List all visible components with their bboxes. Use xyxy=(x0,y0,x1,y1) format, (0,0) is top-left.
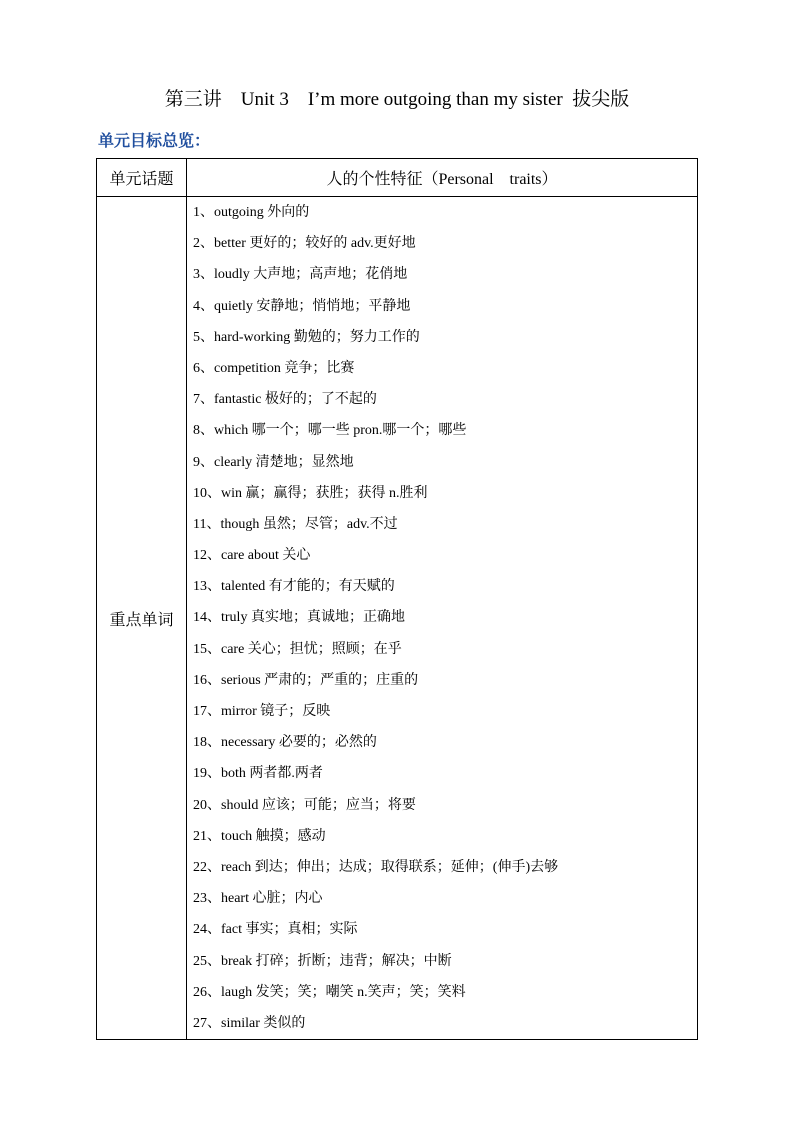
word-item: 3、loudly 大声地；高声地；花俏地 xyxy=(193,267,408,283)
word-item: 19、both 两者都.两者 xyxy=(193,766,323,782)
word-item: 9、clearly 清楚地；显然地 xyxy=(193,454,354,470)
words-row xyxy=(97,197,698,1040)
word-item: 18、necessary 必要的；必然的 xyxy=(193,735,377,751)
word-item: 21、touch 触摸；感动 xyxy=(193,828,326,844)
topic-value-cell: 人的个性特征（Personal traits） xyxy=(187,159,698,197)
word-item: 25、break 打碎；折断；违背；解决；中断 xyxy=(193,953,452,969)
word-item: 15、care 关心；担忧；照顾；在乎 xyxy=(193,641,402,657)
word-item: 13、talented 有才能的；有天赋的 xyxy=(193,579,395,595)
word-item: 6、competition 竞争；比赛 xyxy=(193,360,355,376)
word-item: 27、similar 类似的 xyxy=(193,1015,306,1031)
word-item: 14、truly 真实地；真诚地；正确地 xyxy=(193,610,405,626)
word-item: 17、mirror 镜子；反映 xyxy=(193,704,331,719)
section-heading: 单元目标总览： xyxy=(98,131,211,150)
word-item: 8、which 哪一个；哪一些 pron.哪一个；哪些 xyxy=(193,423,467,439)
word-list xyxy=(187,197,697,1039)
topic-row xyxy=(97,159,698,197)
word-item: 11、though 虽然；尽管；adv.不过 xyxy=(193,516,398,532)
word-item: 5、hard-working 勤勉的；努力工作的 xyxy=(193,329,420,345)
word-item: 7、fantastic 极好的；了不起的 xyxy=(193,392,377,408)
words-cell xyxy=(187,197,698,1040)
word-item: 20、should 应该；可能；应当；将要 xyxy=(193,797,416,813)
topic-label-cell: 单元话题 xyxy=(97,159,187,197)
word-item: 23、heart 心脏；内心 xyxy=(193,891,323,907)
unit-overview-table xyxy=(96,158,698,1040)
word-item: 4、quietly 安静地；悄悄地；平静地 xyxy=(193,298,411,314)
words-label-cell: 重点单词 xyxy=(97,197,187,1040)
page-title: 第三讲 Unit 3 I’m more outgoing than my sister 拔尖版 xyxy=(164,89,630,110)
word-item: 24、fact 事实；真相；实际 xyxy=(193,922,358,938)
word-item: 2、better 更好的；较好的 adv.更好地 xyxy=(193,236,416,252)
word-item: 22、reach 到达；伸出；达成；取得联系；延伸；(伸手)去够 xyxy=(193,859,559,875)
word-item: 12、care about 关心 xyxy=(193,548,311,564)
word-item: 16、serious 严肃的；严重的；庄重的 xyxy=(193,672,419,688)
word-item: 1、outgoing 外向的 xyxy=(193,205,310,220)
word-item: 10、win 赢；赢得；获胜；获得 n.胜利 xyxy=(193,485,428,501)
word-item: 26、laugh 发笑；笑；嘲笑 n.笑声；笑；笑料 xyxy=(193,984,466,1000)
